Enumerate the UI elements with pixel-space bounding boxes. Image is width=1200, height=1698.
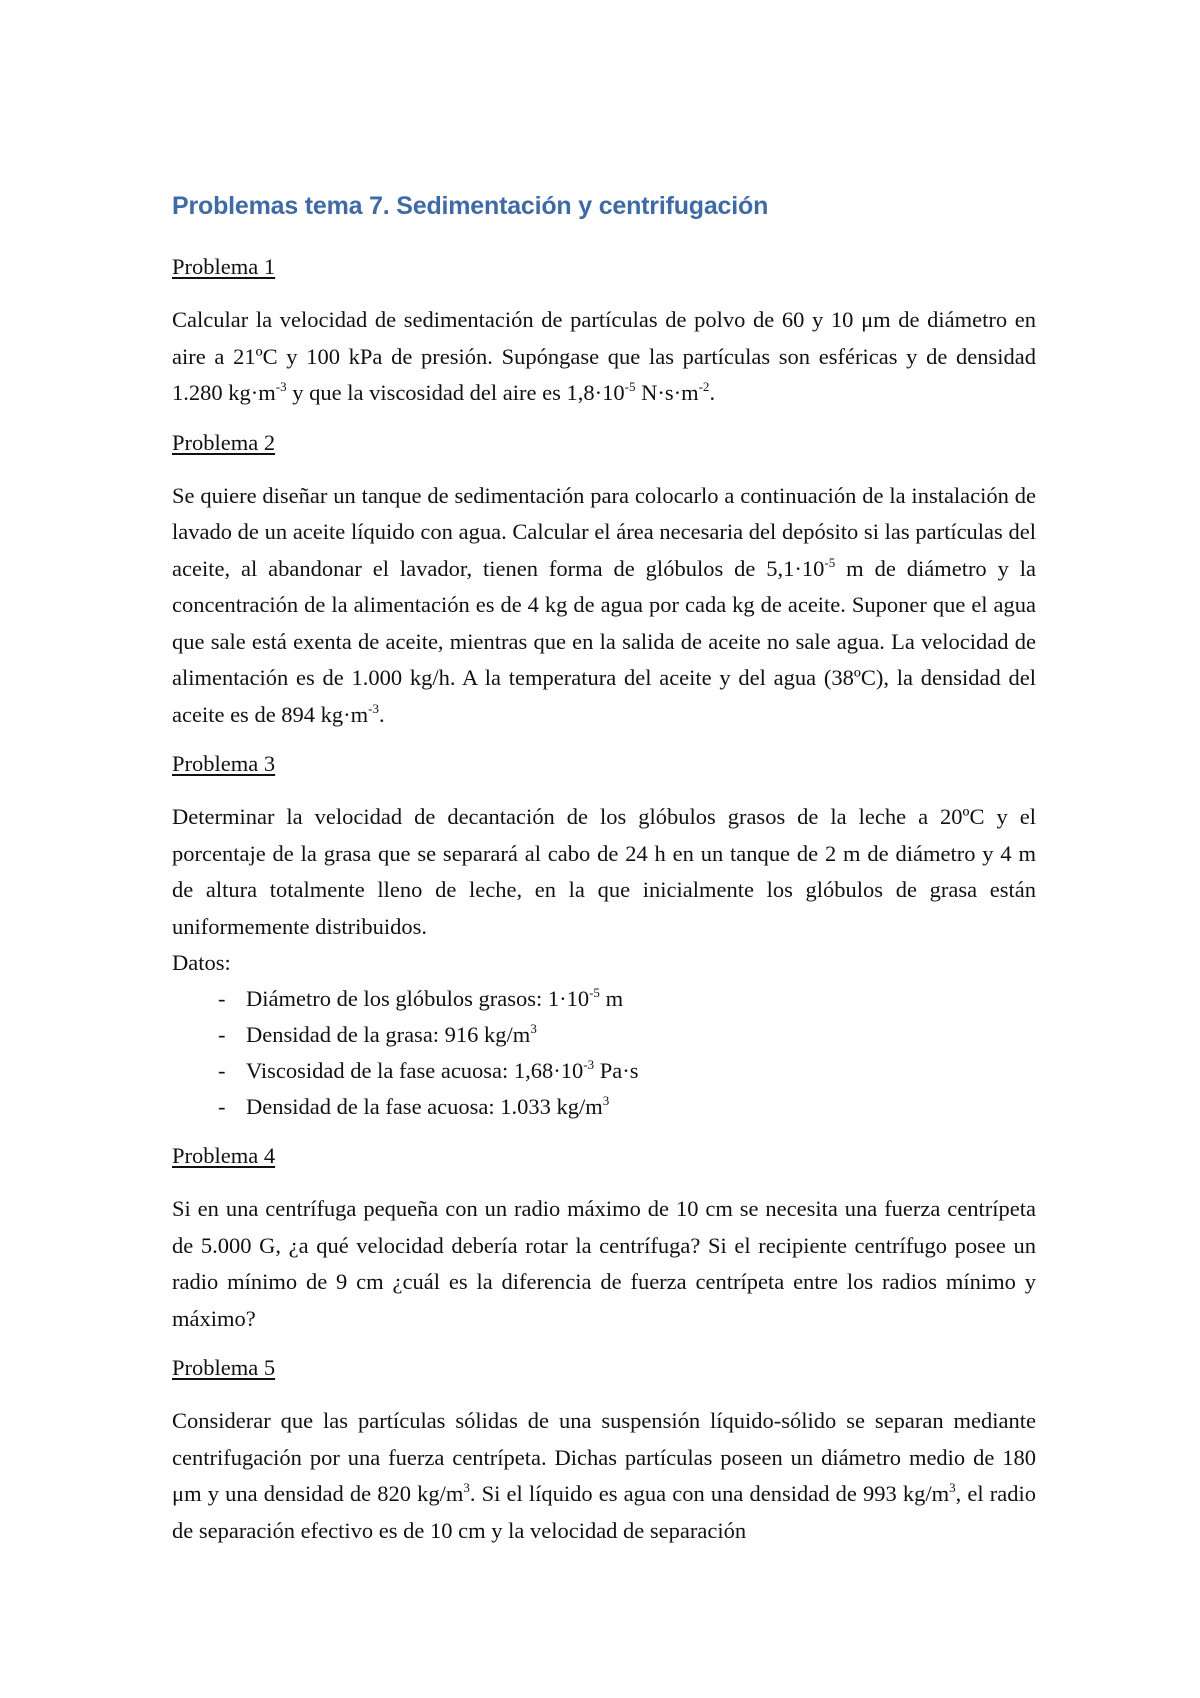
problem-text: Se quiere diseñar un tanque de sedimentación para colocarlo a continuación de la instalación de lavado de un aceite líquido con agua. Calcular el área necesaria del depósito si las partículas del aceite, al abandonar el lavador, tienen forma de glóbulos de $5,1\cdot 10^{-5}$ m de diámetro y la concentración de la alimentación es de 4 kg de agua por cada kg de aceite. Suponer que el agua que sale está exenta de aceite, mientras que en la salida de aceite no sale agua. La velocidad de alimentación es de 1.000 kg/h. A la temperatura del aceite y del agua (38ºC), la densidad del aceite es de 894 $kg\cdot m^{-3}$. [172, 482, 1036, 727]
problem-heading: Problema 3 [172, 751, 276, 776]
bullet-dash: - [218, 986, 226, 1011]
superscript: -3 [368, 700, 380, 716]
problem-heading: Problema 2 [172, 429, 276, 455]
problem-text: Considerar que las partículas sólidas de una suspensión líquido-sólido se separan mediante centrifugación por una fuerza centrípeta. Dichas partículas poseen un diámetro medio de 180 μm y una densidad de 820 $kg/m^3$. Si el líquido es agua con una densidad de 993 $kg/m^3$, el radio de separación efectivo es de 10 cm y la velocidad de separación [172, 1408, 1037, 1543]
bullet-dash: - [218, 1022, 226, 1047]
superscript: -5 [624, 379, 636, 394]
bullet-dash: - [218, 1094, 226, 1119]
problem-text: Determinar la velocidad de decantación de los glóbulos grasos de la leche a 20ºC y el porcentaje de la grasa que se separará al cabo de 24 h en un tanque de 2 m de diámetro y 4 m de altura totalmente lleno de leche, en la que inicialmente los glóbulos de grasa están uniformemente distribuidos. [172, 804, 1036, 939]
problem-heading: Problema 5 [172, 1355, 276, 1380]
data-list-item [172, 1089, 1036, 1125]
superscript: -2 [698, 379, 710, 394]
superscript: 3 [463, 1480, 470, 1495]
document-title: Problemas tema 7. Sedimentación y centrifugación [172, 192, 769, 220]
problem-text: Si en una centrífuga pequeña con un radio máximo de 10 cm se necesita una fuerza centrípeta de 5.000 G, ¿a qué velocidad debería rotar la centrífuga? Si el recipiente centrífugo posee un radio mínimo de 9 cm ¿cuál es la diferencia de fuerza centrípeta entre los radios mínimo y máximo? [172, 1196, 1036, 1331]
data-item-text: Densidad de la grasa: 916 $kg/m^3$ [246, 1021, 537, 1047]
problem-2 [172, 428, 1036, 734]
superscript: -3 [275, 379, 287, 394]
data-list-item [172, 1017, 1036, 1053]
data-item-text: Diámetro de los glóbulos grasos: $1\cdot 10^{-5}$ m [246, 985, 624, 1011]
problem-3 [172, 749, 1036, 1125]
problem-heading: Problema 1 [172, 254, 276, 279]
superscript: 3 [949, 1480, 956, 1495]
superscript: -5 [824, 554, 836, 570]
problem-4 [172, 1141, 1036, 1337]
data-item-text: Viscosidad de la fase acuosa: $1,68\cdot 10^{-3}$ Pa·s [246, 1057, 639, 1083]
data-list [172, 981, 1036, 1125]
data-list-item [172, 1053, 1036, 1089]
superscript: 3 [530, 1021, 537, 1036]
superscript: -3 [583, 1057, 595, 1072]
problem-1 [172, 252, 1036, 412]
data-list-item [172, 981, 1036, 1017]
problem-heading: Problema 4 [172, 1143, 276, 1168]
superscript: -5 [589, 985, 600, 1000]
problem-5 [172, 1353, 1036, 1549]
superscript: 3 [602, 1093, 610, 1108]
data-item-text: Densidad de la fase acuosa: 1.033 $kg/m^3$ [246, 1093, 610, 1119]
document-page [172, 190, 1036, 1565]
problem-text: Calcular la velocidad de sedimentación de partículas de polvo de 60 y 10 μm de diámetro en aire a 21ºC y 100 kPa de presión. Supóngase que las partículas son esféricas y de densidad 1.280 $kg\cdot m^{-3}$ y que la viscosidad del aire es $1,8\cdot 10^{-5}$ $N\cdot s\cdot m^{-2}$. [172, 307, 1036, 405]
bullet-dash: - [218, 1058, 226, 1083]
data-label: Datos: [172, 950, 231, 975]
